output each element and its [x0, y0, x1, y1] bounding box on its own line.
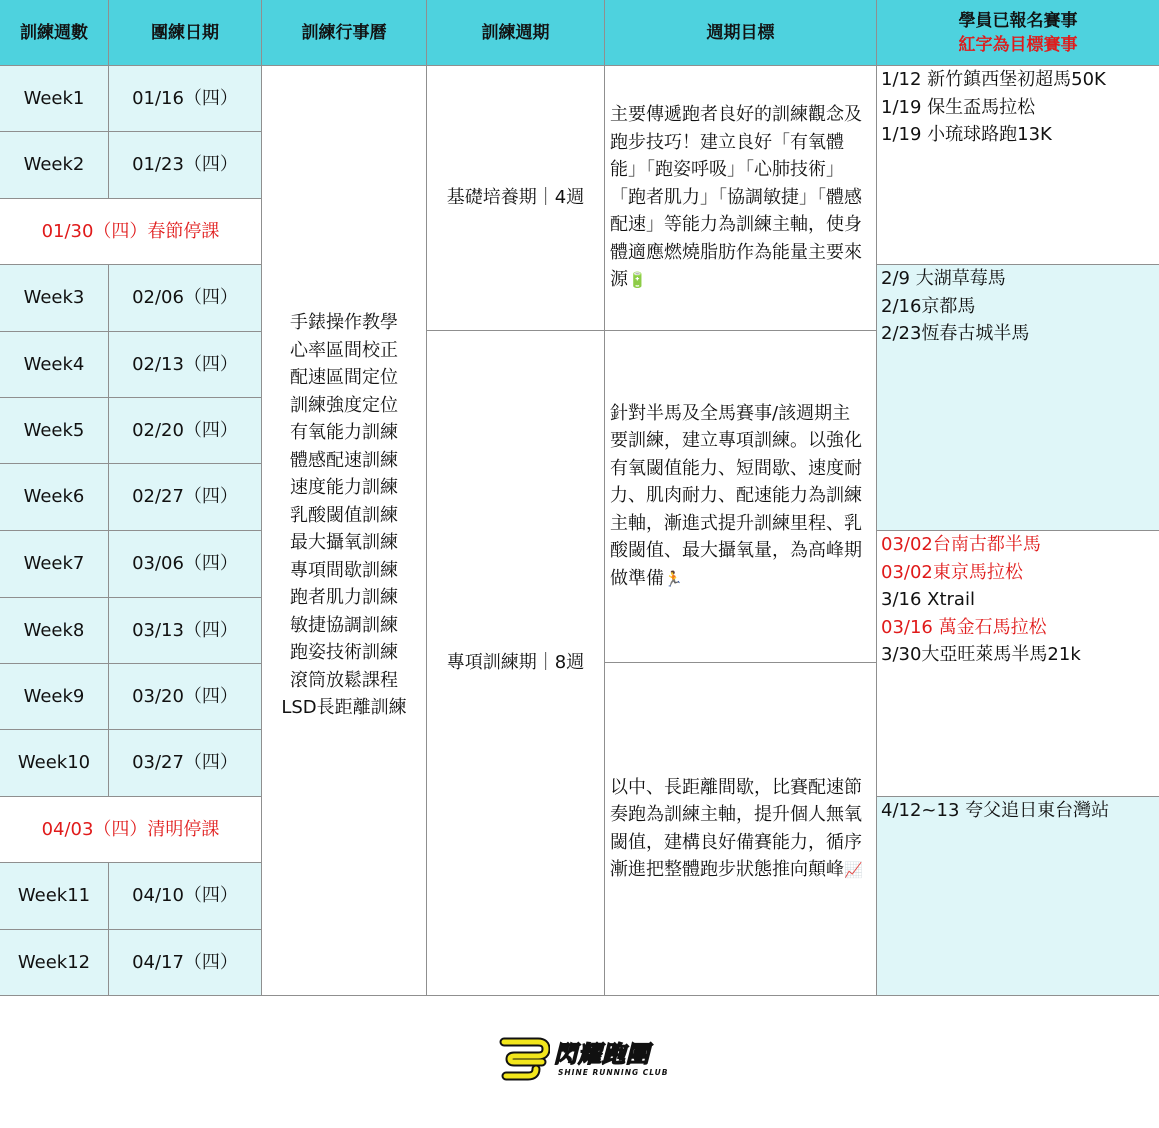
date-cell: [109, 66, 262, 132]
week-cell: [0, 132, 109, 199]
event-item: 3/30大亞旺萊馬半馬21k: [881, 644, 1081, 665]
events-cell: [877, 66, 1159, 265]
goal-text: 主要傳遞跑者良好的訓練觀念及跑步技巧！建立良好「有氧體能」「跑姿呼吸」「心肺技術」「跑者肌力」「協調敏捷」「體感配速」等能力為訓練主軸，使身體適應燃燒脂肪作為能量主要來源: [610, 104, 862, 291]
week-cell: [0, 930, 109, 996]
target-event-item: 03/02台南古都半馬: [881, 534, 1041, 555]
date-label: 01/23（四）: [132, 154, 238, 175]
week-label: Week5: [23, 419, 85, 441]
event-item: 2/9 大湖草莓馬: [881, 268, 1006, 289]
week-cell: [0, 531, 109, 598]
date-cell: [109, 930, 262, 996]
calendar-item: 專項間歇訓練: [290, 559, 398, 581]
period-label: 基礎培養期｜4週: [446, 187, 585, 208]
date-cell: [109, 664, 262, 730]
period-label: 專項訓練期｜8週: [446, 652, 585, 673]
goal-text: 針對半馬及全馬賽事/該週期主要訓練，建立專項訓練。以強化有氧閾值能力、短間歇、速度耐力、肌肉耐力、配速能力為訓練主軸，漸進式提升訓練里程、乳酸閾值、最大攝氧量，為高峰期做準備: [610, 402, 862, 589]
week-cell: [0, 863, 109, 930]
date-cell: [109, 332, 262, 398]
logo-subtitle: SHINE RUNNING CLUB: [558, 1067, 669, 1077]
events-cell: [877, 265, 1159, 531]
event-item: 4/12~13 夸父追日東台灣站: [881, 800, 1110, 821]
date-cell: [109, 863, 262, 930]
holiday-label: 01/30（四）春節停課: [41, 220, 220, 242]
date-label: 03/06（四）: [132, 553, 238, 574]
header-date: [109, 0, 262, 66]
date-cell: [109, 398, 262, 464]
header-date-label: 團練日期: [151, 22, 219, 43]
calendar-item: 體感配速訓練: [290, 449, 398, 471]
date-label: 02/20（四）: [132, 419, 238, 441]
event-item: 2/23恆春古城半馬: [881, 323, 1030, 344]
week-label: Week6: [23, 486, 85, 507]
header-week: [0, 0, 109, 66]
week-label: Week10: [17, 752, 91, 773]
week-cell: [0, 598, 109, 664]
header-events: [877, 0, 1159, 66]
week-label: Week4: [23, 353, 85, 375]
calendar-item: 速度能力訓練: [290, 477, 398, 499]
calendar-item: LSD長距離訓練: [281, 697, 407, 719]
week-label: Week11: [17, 885, 91, 906]
calendar-item: 跑者肌力訓練: [290, 587, 398, 609]
week-label: Week3: [23, 287, 85, 308]
week-cell: [0, 464, 109, 531]
header-goal-label: 週期目標: [706, 22, 775, 43]
event-item: 1/19 小琉球路跑13K: [881, 124, 1052, 145]
date-cell: [109, 598, 262, 664]
logo-text: [554, 1042, 668, 1077]
date-label: 03/27（四）: [132, 752, 238, 773]
goal-text: 以中、長距離間歇，比賽配速節奏跑為訓練主軸，提升個人無氧閾值，建構良好備賽能力，循序漸進把整體跑步狀態推向顛峰: [610, 776, 862, 880]
calendar-item: 配速區間定位: [290, 367, 398, 389]
date-label: 04/17（四）: [132, 951, 238, 973]
week-label: Week7: [23, 553, 85, 574]
period-cell: [427, 331, 605, 996]
goal-cell: [605, 331, 877, 663]
week-cell: [0, 332, 109, 398]
shine-logo-icon: [498, 1036, 550, 1082]
battery-icon: 🔋: [628, 271, 647, 290]
header-week-label: 訓練週數: [20, 22, 88, 43]
chart-up-icon: 📈: [844, 861, 863, 879]
date-label: 02/06（四）: [132, 287, 238, 308]
header-period-label: 訓練週期: [481, 22, 550, 43]
date-cell: [109, 464, 262, 531]
week-cell: [0, 66, 109, 132]
calendar-item: 心率區間校正: [290, 339, 398, 361]
goal-cell: [605, 663, 877, 996]
calendar-item: 最大攝氧訓練: [290, 532, 398, 554]
calendar-item: 手錶操作教學: [290, 312, 398, 334]
target-event-item: 03/16 萬金石馬拉松: [881, 616, 1047, 638]
event-item: 1/12 新竹鎮西堡初超馬50K: [881, 69, 1106, 90]
week-label: Week2: [23, 154, 85, 175]
date-cell: [109, 531, 262, 598]
calendar-item: 滾筒放鬆課程: [290, 669, 398, 691]
week-cell: [0, 398, 109, 464]
logo-title: 閃耀跑團: [554, 1041, 650, 1068]
event-item: 1/19 保生盃馬拉松: [881, 96, 1036, 118]
date-cell: [109, 730, 262, 797]
week-cell: [0, 265, 109, 332]
club-logo: [498, 1036, 668, 1082]
date-label: 02/27（四）: [132, 486, 238, 507]
header-events-target-note: 紅字為目標賽事: [958, 34, 1078, 55]
header-calendar: [262, 0, 427, 66]
header-goal: [605, 0, 877, 66]
calendar-item: 敏捷協調訓練: [290, 614, 398, 636]
goal-text-block: [610, 400, 868, 594]
date-cell: [109, 265, 262, 332]
event-item: 3/16 Xtrail: [881, 589, 975, 610]
week-label: Week12: [17, 951, 91, 973]
week-label: Week9: [23, 685, 85, 707]
calendar-cell: [262, 66, 427, 996]
period-cell: [427, 66, 605, 331]
target-event-item: 03/02東京馬拉松: [881, 561, 1023, 583]
header-events-label: 學員已報名賽事: [958, 10, 1078, 31]
holiday-label: 04/03（四）清明停課: [41, 818, 220, 840]
week-label: Week1: [23, 87, 85, 109]
calendar-item: 乳酸閾值訓練: [290, 504, 398, 526]
week-cell: [0, 730, 109, 797]
date-cell: [109, 132, 262, 199]
date-label: 01/16（四）: [132, 88, 238, 109]
header-period: [427, 0, 605, 66]
events-cell: [877, 797, 1159, 996]
date-label: 04/10（四）: [132, 885, 238, 906]
event-item: 2/16京都馬: [881, 295, 976, 317]
header-calendar-label: 訓練行事曆: [301, 22, 387, 43]
date-label: 03/20（四）: [132, 685, 238, 707]
holiday-row: [0, 797, 262, 863]
calendar-item: 訓練強度定位: [290, 394, 398, 416]
calendar-item: 有氧能力訓練: [290, 422, 398, 444]
calendar-item: 跑姿技術訓練: [290, 642, 398, 664]
goal-text-block: [610, 101, 868, 295]
date-label: 03/13（四）: [132, 619, 238, 641]
goal-text-block: [610, 774, 868, 885]
date-label: 02/13（四）: [132, 353, 238, 375]
week-label: Week8: [23, 619, 85, 641]
week-cell: [0, 664, 109, 730]
holiday-row: [0, 199, 262, 265]
runner-icon: 🏃: [664, 569, 683, 588]
goal-cell: [605, 66, 877, 331]
events-cell: [877, 531, 1159, 797]
